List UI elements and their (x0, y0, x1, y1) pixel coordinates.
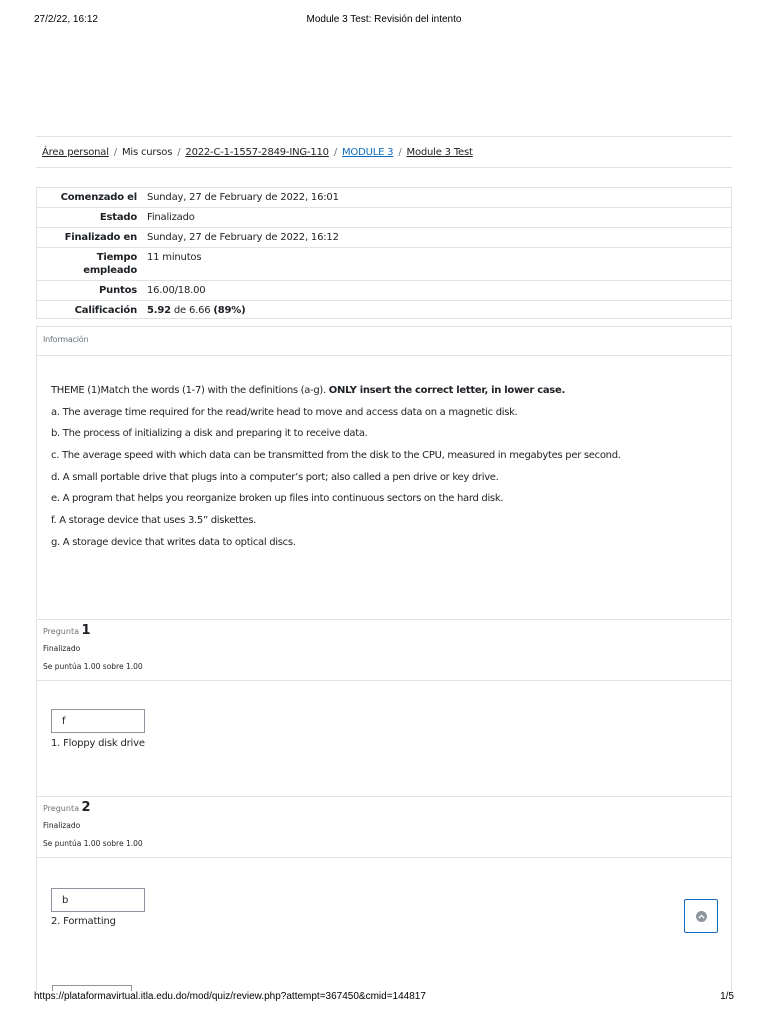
answer-input[interactable]: f (51, 709, 145, 733)
theme-instructions (51, 385, 731, 397)
question-number-value: 1 (81, 623, 91, 638)
question-state: Finalizado (43, 821, 81, 830)
summary-row-started (37, 188, 731, 208)
question-number-value: 2 (81, 800, 91, 815)
summary-label: Calificación (74, 305, 137, 316)
summary-value: Finalizado (147, 212, 195, 223)
answer-input[interactable]: b (51, 888, 145, 912)
question-label: 1. Floppy disk drive (51, 738, 145, 749)
summary-value: Sunday, 27 de February de 2022, 16:01 (147, 192, 339, 203)
question-prefix: Pregunta (43, 627, 79, 636)
summary-label (37, 248, 137, 280)
summary-row-time (37, 248, 731, 281)
breadcrumb-area-personal[interactable]: Área personal (42, 146, 109, 158)
breadcrumb-module[interactable]: MODULE 3 (342, 146, 394, 158)
question-2-content (36, 857, 732, 991)
breadcrumb-course[interactable]: 2022-C-1-1557-2849-ING-110 (185, 146, 329, 158)
breadcrumb-separator: / (113, 146, 117, 158)
breadcrumb-mis-cursos: Mis cursos (121, 146, 173, 158)
summary-label-line: Tiempo (96, 252, 137, 263)
chevron-up-circle-icon (696, 911, 707, 922)
print-header (0, 14, 768, 34)
summary-row-finished (37, 228, 731, 248)
definition-f: f. A storage device that uses 3.5” diskettes. (51, 515, 257, 527)
definition-e: e. A program that helps you reorganize broken up files into continuous sectors on the hard disk. (51, 493, 504, 505)
definition-b: b. The process of initializing a disk and preparing it to receive data. (51, 428, 368, 440)
question-number (43, 624, 731, 639)
breadcrumb-separator: / (333, 146, 337, 158)
summary-label: Estado (99, 212, 137, 223)
grade-score: 5.92 (147, 305, 171, 316)
summary-row-points (37, 281, 731, 301)
summary-label: Comenzado el (60, 192, 137, 203)
summary-value: 11 minutos (147, 252, 202, 263)
breadcrumb-separator: / (398, 146, 402, 158)
question-2-info (36, 796, 732, 858)
definition-d: d. A small portable drive that plugs into a computer’s port; also called a pen drive or key drive. (51, 471, 499, 483)
summary-row-state (37, 208, 731, 228)
print-datetime: 27/2/22, 16:12 (34, 14, 98, 25)
summary-value (137, 301, 245, 320)
question-prefix: Pregunta (43, 804, 79, 813)
grade-of: de 6.66 (173, 305, 211, 316)
question-state: Finalizado (43, 644, 81, 653)
question-grade: Se puntúa 1.00 sobre 1.00 (43, 839, 143, 848)
print-page-number: 1/5 (720, 991, 734, 1002)
theme-bold-note: ONLY insert the correct letter, in lower case. (328, 385, 565, 396)
print-title: Module 3 Test: Revisión del intento (306, 14, 462, 25)
summary-value: Sunday, 27 de February de 2022, 16:12 (147, 232, 339, 243)
breadcrumb (36, 136, 732, 168)
question-1-info (36, 619, 732, 681)
question-label: 2. Formatting (51, 916, 116, 927)
definition-a: a. The average time required for the read/write head to move and access data on a magnetic disk. (51, 406, 518, 418)
summary-label-line: empleado (83, 265, 137, 276)
definition-g: g. A storage device that writes data to optical discs. (51, 536, 296, 548)
definition-c: c. The average speed with which data can be transmitted from the disk to the CPU, measured in megabytes per second. (51, 450, 621, 462)
theme-lead: THEME (1)Match the words (1-7) with the definitions (a-g). (51, 385, 329, 396)
summary-label: Puntos (99, 285, 137, 296)
question-grade: Se puntúa 1.00 sobre 1.00 (43, 662, 143, 671)
breadcrumb-quiz[interactable]: Module 3 Test (406, 146, 473, 158)
attempt-summary-table (36, 187, 732, 319)
info-header: Información (36, 326, 732, 356)
summary-label: Finalizado en (64, 232, 137, 243)
summary-value: 16.00/18.00 (147, 285, 206, 296)
info-content (36, 355, 732, 617)
breadcrumb-separator: / (177, 146, 181, 158)
print-footer (0, 991, 768, 1011)
print-url: https://plataformavirtual.itla.edu.do/mod/quiz/review.php?attempt=367450&cmid=144817 (34, 991, 426, 1002)
summary-row-grade (37, 301, 731, 320)
scroll-to-top-button[interactable] (684, 899, 718, 933)
grade-percent: (89%) (213, 305, 246, 316)
question-number (43, 801, 731, 816)
question-1-content (36, 680, 732, 796)
